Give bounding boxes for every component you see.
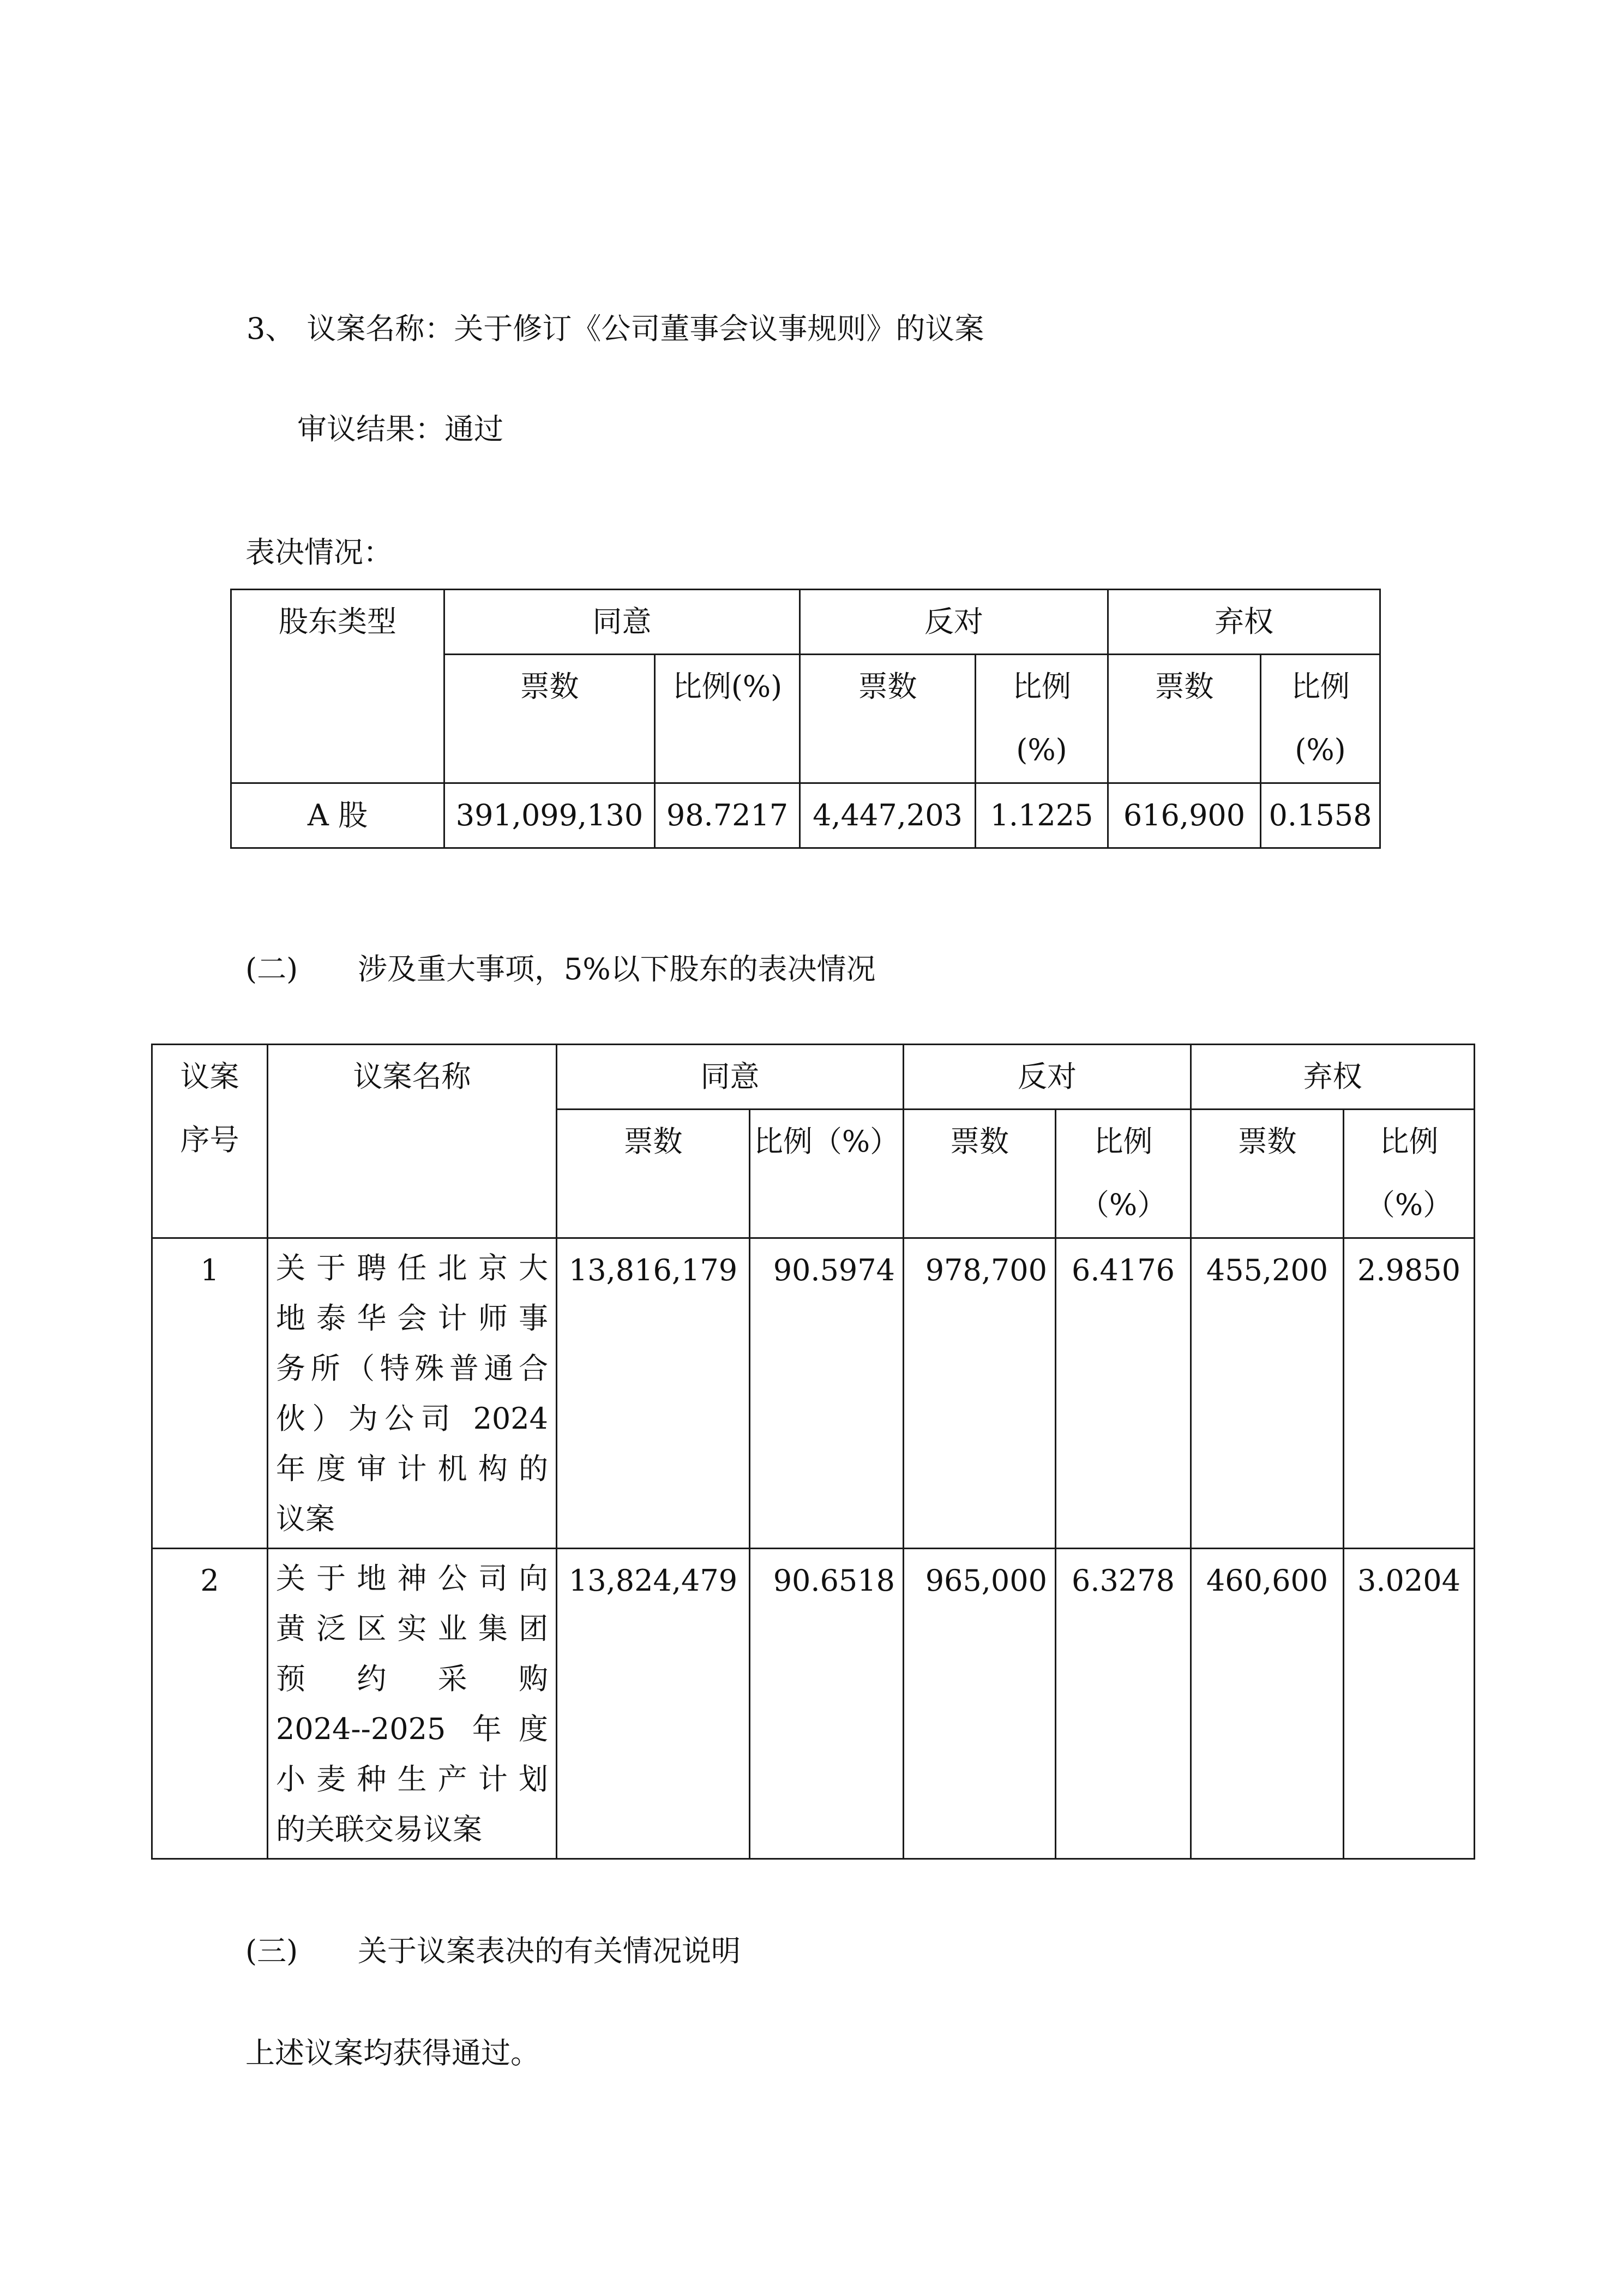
ratio-label: 比例 (1379, 1124, 1439, 1159)
header-oppose-ratio (976, 655, 1108, 783)
motion-name-line: 关于聘任北京大 (276, 1251, 548, 1285)
header-agree: 同意 (444, 590, 800, 655)
header-shareholder-type: 股东类型 (231, 590, 444, 783)
motion-name-line-last: 议案 (276, 1502, 335, 1536)
agree-votes: 13,816,179 (557, 1238, 750, 1549)
vote-label: 表决情况： (245, 535, 393, 569)
motion-name-line: 黄泛区实业集团 (276, 1611, 548, 1646)
percent-label: (%) (1016, 733, 1067, 767)
vote-table-a-share (230, 589, 1381, 849)
header-motion-no-line2: 序号 (180, 1123, 239, 1157)
agree-ratio: 90.6518 (750, 1549, 904, 1859)
ratio-label: 比例 (1012, 669, 1071, 704)
percent-label: (%) (1295, 733, 1346, 767)
table-row (231, 783, 1380, 848)
motion-name-line: 地泰华会计师事 (276, 1301, 548, 1335)
header-agree: 同意 (557, 1045, 904, 1110)
percent-label: （%） (1365, 1188, 1453, 1222)
header-oppose: 反对 (904, 1045, 1191, 1110)
abstain-ratio: 0.1558 (1261, 783, 1380, 848)
motion-name-line-last: 的关联交易议案 (276, 1812, 482, 1847)
motion-title: 议案名称：关于修订《公司董事会议事规则》的议案 (306, 311, 984, 346)
motion-name-line: 预约采购 (276, 1662, 548, 1696)
motion-name-line: 务所（特殊普通合 (276, 1351, 548, 1386)
oppose-votes: 4,447,203 (800, 783, 976, 848)
section-3-heading (245, 1932, 741, 1970)
motion-name-line: 2024--2025 年度 (276, 1712, 548, 1746)
oppose-votes: 965,000 (904, 1549, 1056, 1859)
abstain-votes: 460,600 (1191, 1549, 1344, 1859)
header-abstain-votes: 票数 (1108, 655, 1261, 783)
header-agree-votes: 票数 (444, 655, 655, 783)
motion-name-line: 小麦种生产计划 (276, 1762, 548, 1796)
abstain-ratio: 2.9850 (1344, 1238, 1475, 1549)
ratio-label: 比例 (1093, 1124, 1153, 1159)
percent-label: （%） (1079, 1188, 1167, 1222)
motion-result: 审议结果：通过 (297, 412, 503, 446)
header-abstain-votes: 票数 (1191, 1110, 1344, 1238)
header-agree-ratio: 比例（%） (750, 1110, 904, 1238)
section-3-title: 关于议案表决的有关情况说明 (358, 1934, 741, 1968)
abstain-votes: 455,200 (1191, 1238, 1344, 1549)
oppose-ratio: 6.4176 (1056, 1238, 1191, 1549)
abstain-ratio: 3.0204 (1344, 1549, 1475, 1859)
section-3-label: (三) (245, 1934, 298, 1968)
motion-name (268, 1549, 557, 1859)
section-2-title: 涉及重大事项，5%以下股东的表决情况 (358, 952, 876, 986)
header-abstain-ratio (1261, 655, 1380, 783)
header-motion-no-line1: 议案 (180, 1059, 239, 1094)
section-2-label: (二) (245, 952, 298, 986)
header-agree-ratio: 比例(%) (655, 655, 800, 783)
shareholder-type: A 股 (231, 783, 444, 848)
header-oppose-ratio (1056, 1110, 1191, 1238)
motion-number: 3、 (247, 311, 295, 346)
motion-no: 1 (152, 1238, 268, 1549)
table-row (152, 1549, 1475, 1859)
motion-name-line: 伙）为公司 2024 (276, 1401, 548, 1436)
vote-table-motions (151, 1044, 1475, 1860)
motion-name-line: 年度审计机构的 (276, 1452, 548, 1486)
agree-votes: 13,824,479 (557, 1549, 750, 1859)
header-agree-votes: 票数 (557, 1110, 750, 1238)
header-abstain-ratio (1344, 1110, 1475, 1238)
header-motion-no (152, 1045, 268, 1238)
section-2-heading (245, 950, 876, 988)
ratio-label: 比例 (1291, 669, 1350, 704)
motion-heading (247, 310, 984, 348)
oppose-votes: 978,700 (904, 1238, 1056, 1549)
header-abstain: 弃权 (1191, 1045, 1475, 1110)
section-3-body: 上述议案均获得通过。 (245, 2036, 540, 2070)
agree-ratio: 98.7217 (655, 783, 800, 848)
motion-name (268, 1238, 557, 1549)
header-oppose-votes: 票数 (800, 655, 976, 783)
agree-votes: 391,099,130 (444, 783, 655, 848)
header-motion-name: 议案名称 (268, 1045, 557, 1238)
header-abstain: 弃权 (1108, 590, 1380, 655)
table-row (152, 1238, 1475, 1549)
header-oppose-votes: 票数 (904, 1110, 1056, 1238)
oppose-ratio: 1.1225 (976, 783, 1108, 848)
motion-no: 2 (152, 1549, 268, 1859)
header-oppose: 反对 (800, 590, 1108, 655)
abstain-votes: 616,900 (1108, 783, 1261, 848)
oppose-ratio: 6.3278 (1056, 1549, 1191, 1859)
motion-name-line: 关于地神公司向 (276, 1561, 548, 1596)
agree-ratio: 90.5974 (750, 1238, 904, 1549)
